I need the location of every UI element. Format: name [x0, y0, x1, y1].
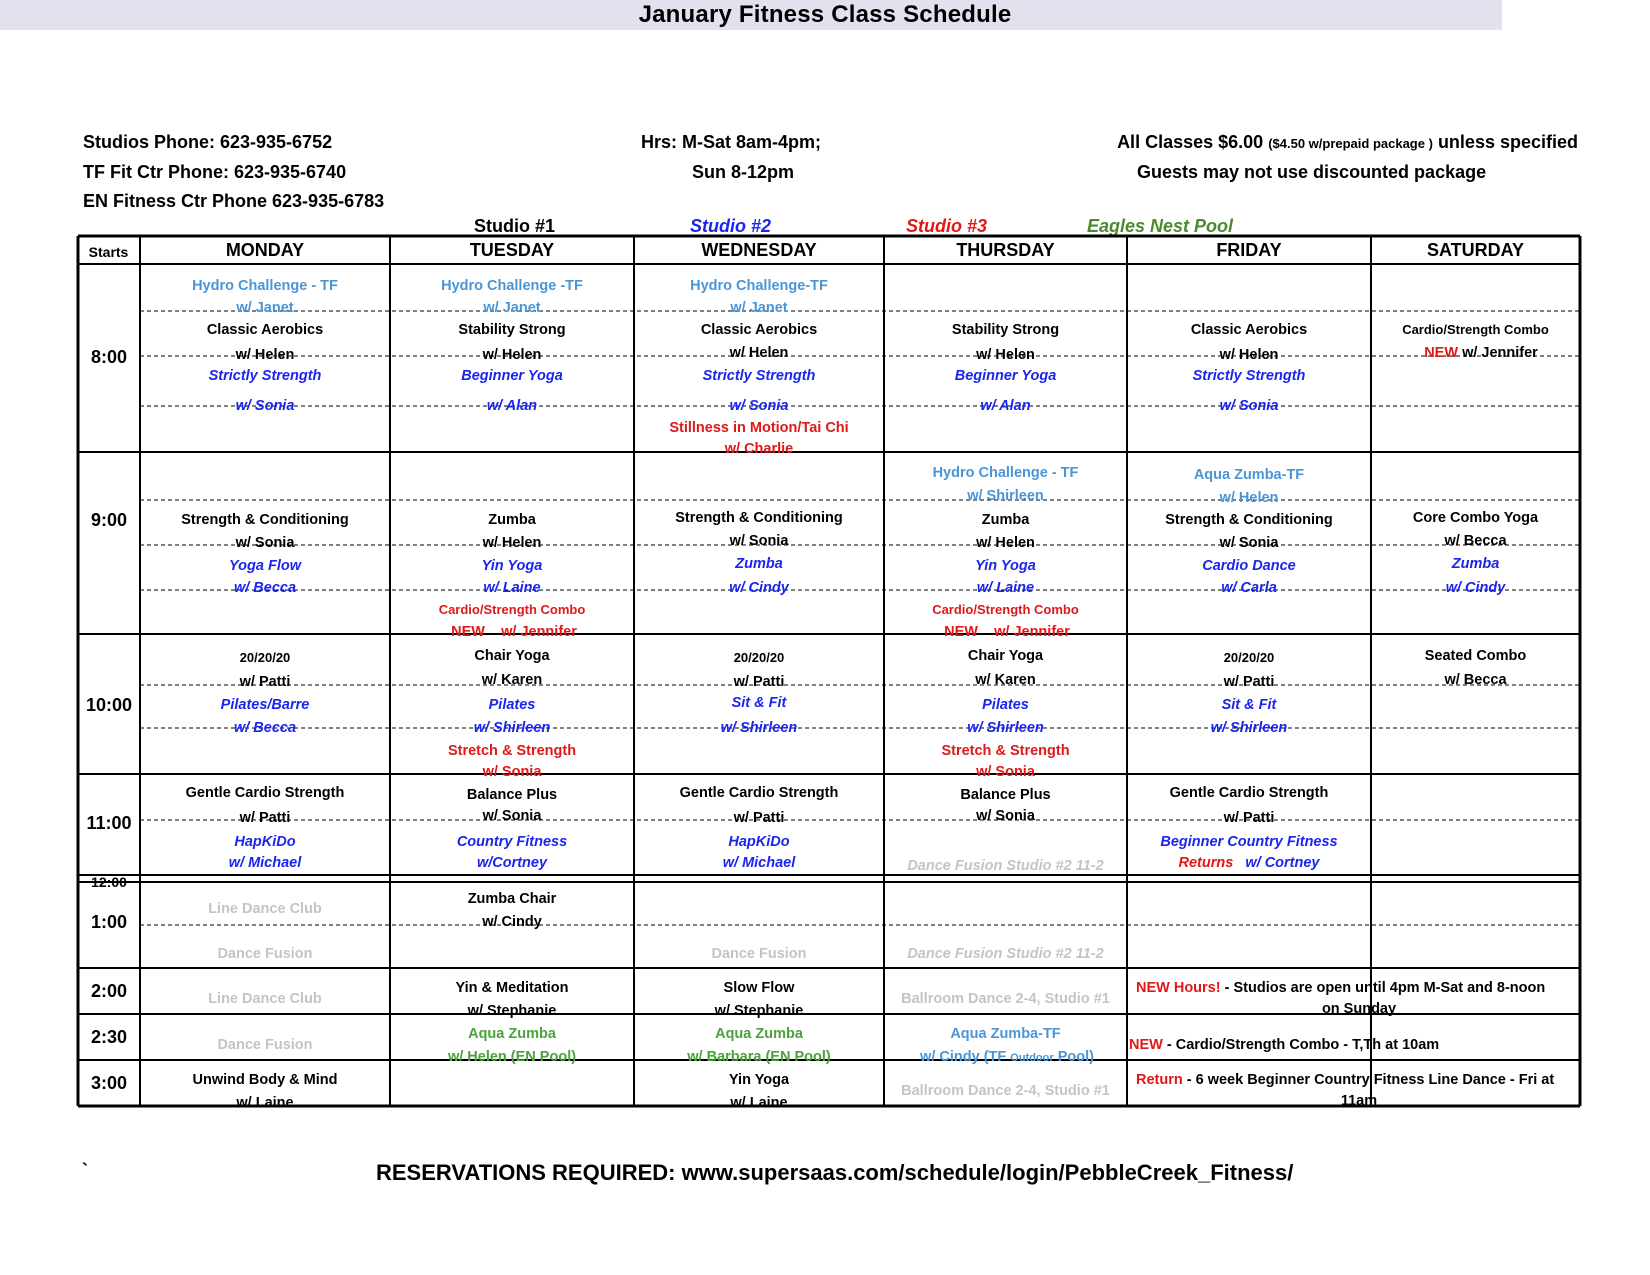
class-cell-text: Dance Fusion Studio #2 11-2 — [907, 946, 1104, 962]
class-cell-text: w/ Laine — [976, 580, 1035, 596]
class-cell-text: w/ Sonia — [729, 398, 789, 414]
class-cell-text: 20/20/20 — [1223, 650, 1275, 665]
hours-line2: Sun 8-12pm — [692, 162, 795, 182]
instructor: w/ Cortney — [1245, 855, 1320, 871]
class-cell-text: w/ Becca — [1444, 672, 1507, 688]
class-cell-text: w/ Shirleen — [473, 720, 551, 736]
class-cell-text: w/ Patti — [1223, 810, 1275, 826]
header-starts: Starts — [88, 244, 129, 260]
new-badge: NEW — [944, 624, 978, 640]
header-saturday: SATURDAY — [1426, 240, 1524, 260]
class-cell-text: Stability Strong — [951, 322, 1060, 338]
class-cell-text: w/ Becca — [233, 580, 297, 596]
class-cell-text: Chair Yoga — [474, 648, 550, 664]
class-cell-text: Cardio Dance — [1202, 558, 1296, 574]
note-return-line2: 11am — [1340, 1093, 1378, 1109]
new-badge: NEW — [1424, 345, 1459, 361]
class-cell-text: Dance Fusion Studio #2 11-2 — [907, 858, 1104, 874]
class-cell-text: w/Cortney — [476, 855, 548, 871]
pool-location: Outdoor — [1010, 1052, 1054, 1064]
tue-9am-instructor — [394, 624, 634, 640]
tf-phone: TF Fit Ctr Phone: 623-935-6740 — [83, 162, 347, 182]
class-cell-text: w/ Patti — [239, 674, 291, 690]
class-cell-text: w/ Shirleen — [967, 720, 1044, 736]
class-cell-text: Zumba — [488, 512, 536, 528]
instructor: w/ Cindy (TF — [920, 1049, 1007, 1065]
class-cell-text: Yoga Flow — [229, 558, 301, 574]
header-friday: FRIDAY — [1216, 240, 1282, 260]
class-cell-text: w/ Stephanie — [467, 1003, 557, 1019]
thu-230-instructor — [887, 1049, 1127, 1065]
class-cell-text: Gentle Cardio Strength — [1169, 785, 1329, 801]
class-cell-text: Stability Strong — [458, 322, 566, 338]
note-new-hours-line2: on Sunday — [1321, 1001, 1397, 1017]
legend-studio-2: Studio #2 — [690, 216, 772, 236]
time-label: 2:00 — [90, 981, 128, 1001]
time-label: 2:30 — [90, 1027, 128, 1047]
en-phone: EN Fitness Ctr Phone 623-935-6783 — [83, 191, 385, 211]
class-cell-text: w/ Helen — [1219, 490, 1279, 506]
class-cell-text: Strictly Strength — [702, 368, 816, 384]
class-cell-text: Sit & Fit — [1221, 697, 1277, 713]
class-cell-text: Stretch & Strength — [941, 743, 1070, 759]
class-cell-text: w/ Helen — [235, 347, 295, 363]
note-label: NEW — [1129, 1037, 1163, 1053]
returns-badge: Returns — [1178, 855, 1234, 871]
class-cell-text: w/ Sonia — [482, 808, 542, 824]
header-thursday: THURSDAY — [956, 240, 1055, 260]
class-cell-text: w/ Sonia — [1219, 398, 1279, 414]
class-cell-text: w/ Sonia — [976, 808, 1035, 824]
class-cell-text: w/ Cindy — [1445, 580, 1506, 596]
class-cell-text: Seated Combo — [1424, 648, 1527, 664]
class-cell-text: w/ Janet — [236, 300, 294, 316]
class-cell-text: w/ Laine — [483, 580, 541, 596]
class-cell-text: w/ Alan — [980, 398, 1031, 414]
class-cell-text: Beginner Yoga — [954, 368, 1057, 384]
class-cell-text: Yin & Meditation — [455, 980, 569, 996]
class-cell-text: Aqua Zumba-TF — [1193, 467, 1305, 483]
note-label: NEW Hours! — [1136, 980, 1221, 996]
class-cell-text: Pilates — [982, 697, 1029, 713]
class-cell-text: Classic Aerobics — [700, 322, 818, 338]
class-cell-text: Unwind Body & Mind — [192, 1072, 338, 1088]
time-label: 11:00 — [86, 813, 132, 833]
class-cell-text: w/ Karen — [481, 672, 543, 688]
studios-phone: Studios Phone: 623-935-6752 — [83, 132, 333, 152]
class-cell-text: w/ Michael — [722, 855, 796, 871]
class-cell-text: Strictly Strength — [208, 368, 322, 384]
class-cell-text: Cardio/Strength Combo — [1402, 322, 1549, 337]
header-monday: MONDAY — [225, 240, 305, 260]
thu-9am-instructor — [887, 624, 1127, 640]
class-cell-text: w/ Helen — [976, 535, 1035, 551]
class-cell-text: Pilates — [488, 697, 536, 713]
class-cell-text: Sit & Fit — [731, 695, 787, 711]
class-cell-text: Strength & Conditioning — [675, 510, 843, 526]
class-cell-text: w/ Cindy — [482, 914, 542, 930]
class-cell-text: w/ Barbara (EN Pool) — [687, 1049, 831, 1065]
class-cell-text: w/ Shirleen — [967, 488, 1044, 504]
class-cell-text: w/ Sonia — [235, 398, 295, 414]
note-return — [1136, 1072, 1554, 1088]
class-cell-text: Hydro Challenge - TF — [932, 465, 1079, 481]
class-cell-text: w/ Karen — [975, 672, 1036, 688]
class-cell-text: Hydro Challenge-TF — [690, 278, 828, 294]
class-cell-text: Aqua Zumba — [715, 1026, 803, 1042]
class-cell-text: w/ Shirleen — [1210, 720, 1288, 736]
pricing-line — [1117, 132, 1578, 153]
class-cell-text: w/ Helen (EN Pool) — [447, 1049, 577, 1065]
class-cell-text: Country Fitness — [456, 834, 568, 850]
class-cell-text: Aqua Zumba — [468, 1026, 556, 1042]
class-cell-text: Gentle Cardio Strength — [679, 785, 839, 801]
class-cell-text: w/ Helen — [482, 535, 542, 551]
time-label: 8:00 — [90, 347, 128, 367]
class-cell-text: Yin Yoga — [975, 558, 1036, 574]
note-new-hours — [1136, 980, 1545, 996]
class-cell-text: Classic Aerobics — [1190, 322, 1308, 338]
class-cell-text: Balance Plus — [960, 787, 1051, 803]
class-cell-text: w/ Stephanie — [714, 1003, 804, 1019]
class-cell-text: Dance Fusion — [217, 946, 313, 962]
class-cell-text: w/ Laine — [236, 1095, 294, 1111]
class-cell-text: 20/20/20 — [239, 650, 291, 665]
fri-11am-instructor — [1129, 855, 1369, 871]
note-label: Return — [1136, 1072, 1183, 1088]
pool-suffix: Pool) — [1057, 1049, 1094, 1065]
class-cell-text: Balance Plus — [466, 787, 558, 803]
class-cell-text: w/ Becca — [1444, 533, 1507, 549]
time-label: 1:00 — [90, 912, 128, 932]
class-cell-text: w/ Sonia — [482, 764, 542, 780]
class-cell-text: w/ Becca — [233, 720, 297, 736]
class-cell-text: Ballroom Dance 2-4, Studio #1 — [901, 1083, 1110, 1099]
class-cell-text: w/ Helen — [729, 345, 789, 361]
instructor: w/ Jennifer — [501, 624, 577, 640]
class-cell-text: Line Dance Club — [208, 901, 322, 917]
class-cell-text: Yin Yoga — [481, 558, 543, 574]
instructor: w/ Jennifer — [1462, 345, 1538, 361]
page-title: January Fitness Class Schedule — [638, 1, 1012, 28]
instructor: w/ Jennifer — [994, 624, 1070, 640]
class-cell-text: w/ Michael — [228, 855, 302, 871]
class-cell-text: w/ Sonia — [729, 533, 789, 549]
class-cell-text: w/ Alan — [486, 398, 538, 414]
class-cell-text: Hydro Challenge -TF — [441, 278, 583, 294]
class-cell-text: Strength & Conditioning — [1165, 512, 1333, 528]
class-cell-text: Pilates/Barre — [220, 697, 310, 713]
class-cell-text: Stretch & Strength — [447, 743, 577, 759]
class-cell-text: w/ Sonia — [235, 535, 295, 551]
note-text: - Cardio/Strength Combo - T,Th at 10am — [1162, 1037, 1440, 1053]
class-cell-text: Dance Fusion — [217, 1037, 313, 1053]
class-cell-text: Classic Aerobics — [206, 322, 324, 338]
class-cell-text: w/ Helen — [482, 347, 542, 363]
class-cell-text: w/ Helen — [1219, 347, 1279, 363]
hours-line1: Hrs: M-Sat 8am-4pm; — [641, 132, 822, 152]
class-cell-text: w/ Charlie — [724, 441, 794, 457]
title-bar — [0, 0, 1502, 30]
pricing-main: All Classes $6.00 — [1117, 132, 1264, 152]
time-label: 9:00 — [90, 510, 128, 530]
reservations-link[interactable]: RESERVATIONS REQUIRED: www.supersaas.com/schedule/login/PebbleCreek_Fitness/ — [376, 1160, 1294, 1185]
class-cell-text: HapKiDo — [728, 834, 790, 850]
class-cell-text: Chair Yoga — [967, 648, 1044, 664]
class-cell-text: Hydro Challenge - TF — [192, 278, 338, 294]
pricing-tail: unless specified — [1437, 132, 1578, 152]
class-cell-text: w/ Cindy — [729, 580, 789, 596]
guests-note: Guests may not use discounted package — [1137, 162, 1487, 182]
class-cell-text: w/ Laine — [730, 1095, 788, 1111]
class-cell-text: Line Dance Club — [208, 991, 322, 1007]
class-cell-text: Zumba — [1451, 556, 1500, 572]
time-label: 10:00 — [85, 695, 133, 715]
class-cell-text: w/ Sonia — [1219, 535, 1279, 551]
class-cell-text: 20/20/20 — [733, 650, 785, 665]
class-cell-text: Ballroom Dance 2-4, Studio #1 — [901, 991, 1110, 1007]
class-cell-text: Beginner Country Fitness — [1160, 834, 1338, 850]
class-cell-text: w/ Patti — [1223, 674, 1275, 690]
class-cell-text: Zumba — [981, 512, 1030, 528]
sat-8am-instructor — [1374, 345, 1588, 361]
time-label: 3:00 — [90, 1073, 128, 1093]
pricing-small: ($4.50 w/prepaid package ) — [1268, 136, 1433, 151]
legend-pool: Eagles Nest Pool — [1087, 216, 1234, 236]
class-cell-text: Beginner Yoga — [461, 368, 563, 384]
class-cell-text: w/ Shirleen — [720, 720, 798, 736]
class-cell-text: Gentle Cardio Strength — [185, 785, 345, 801]
class-cell-text: Core Combo Yoga — [1412, 510, 1539, 526]
class-cell-text: Zumba — [735, 556, 783, 572]
note-new-combo — [1129, 1037, 1439, 1053]
class-cell-text: Dance Fusion — [711, 946, 807, 962]
class-cell-text: w/ Carla — [1221, 580, 1277, 596]
class-cell-text: Strictly Strength — [1192, 368, 1306, 384]
class-cell-text: w/ Janet — [730, 300, 788, 316]
class-cell-text: w/ Patti — [733, 674, 785, 690]
class-cell-text: HapKiDo — [234, 834, 296, 850]
class-cell-text: Cardio/Strength Combo — [932, 602, 1079, 617]
class-cell-text: w/ Patti — [239, 810, 291, 826]
class-cell-text: w/ Janet — [483, 300, 541, 316]
class-cell-text: Yin Yoga — [728, 1072, 790, 1088]
class-cell-text: Cardio/Strength Combo — [438, 602, 586, 617]
time-label: 12:00 — [91, 874, 127, 890]
class-cell-text: Strength & Conditioning — [181, 512, 349, 528]
class-cell-text: Aqua Zumba-TF — [950, 1026, 1061, 1042]
class-cell-text: Stillness in Motion/Tai Chi — [669, 420, 849, 436]
class-cell-text: Slow Flow — [723, 980, 795, 996]
note-text: - Studios are open until 4pm M-Sat and 8-noon — [1220, 980, 1546, 996]
header-tuesday: TUESDAY — [469, 240, 555, 260]
footer-tick: ` — [82, 1160, 88, 1180]
class-cell-text: w/ Helen — [976, 347, 1035, 363]
class-cell-text: w/ Sonia — [976, 764, 1035, 780]
legend-studio-3: Studio #3 — [906, 216, 988, 236]
new-badge: NEW — [451, 624, 485, 640]
note-text: - 6 week Beginner Country Fitness Line Dance - Fri at — [1182, 1072, 1555, 1088]
class-cell-text: w/ Patti — [733, 810, 785, 826]
header-wednesday: WEDNESDAY — [701, 240, 817, 260]
class-cell-text: Zumba Chair — [467, 891, 557, 907]
legend-studio-1: Studio #1 — [474, 216, 556, 236]
